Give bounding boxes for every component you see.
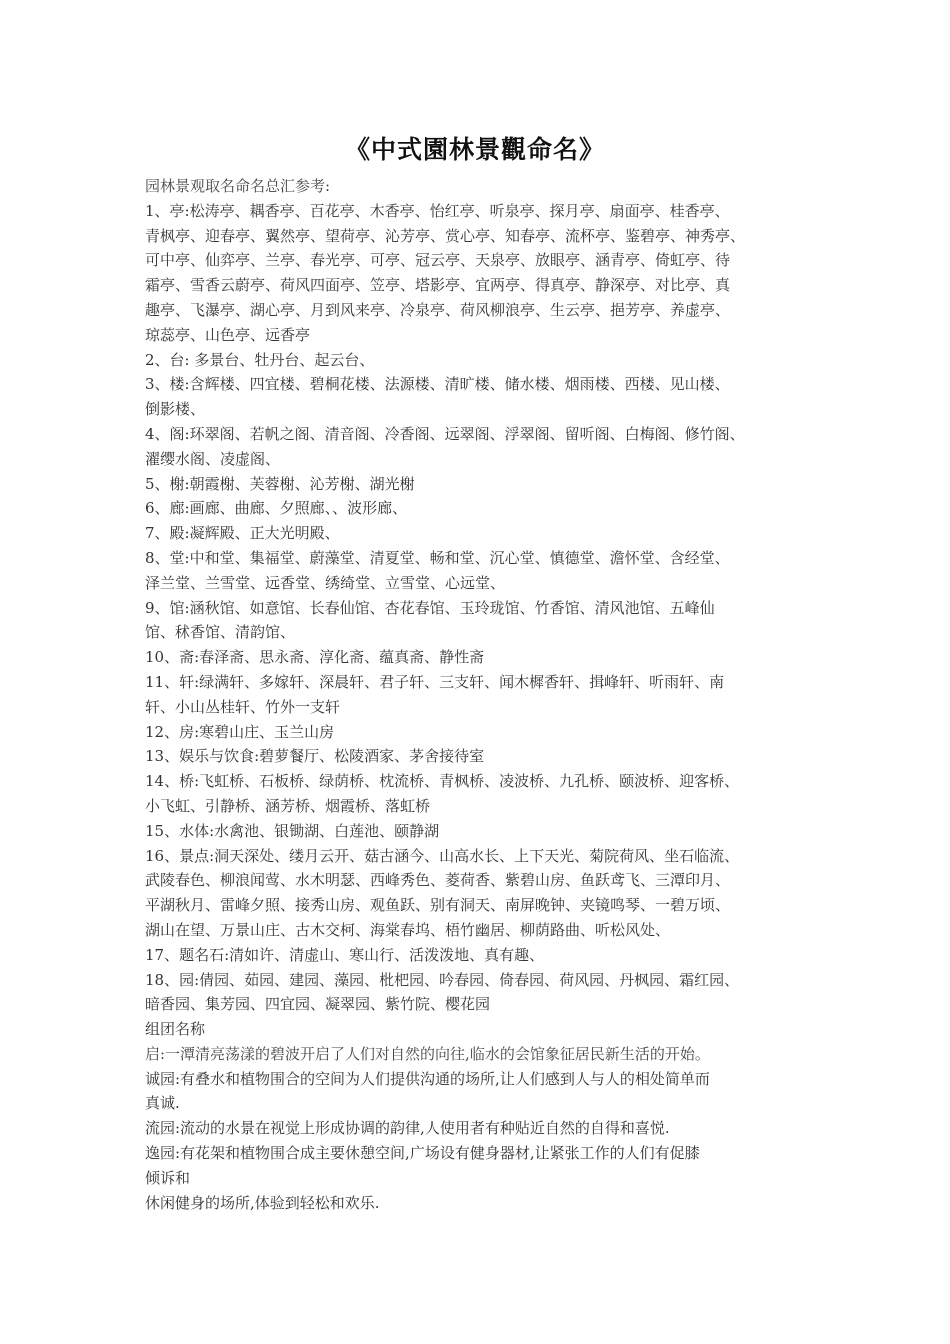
text-line: 小飞虹、引静桥、涵芳桥、烟霞桥、落虹桥 <box>145 796 431 815</box>
text-line: 暗香园、集芳园、四宜园、凝翠园、紫竹院、樱花园 <box>145 995 491 1014</box>
text-line: 16、景点:洞天深处、缕月云开、菇古涵今、山高水长、上下天光、菊院荷风、坐石临流、 <box>145 846 740 865</box>
text-line: 14、桥:飞虹桥、石板桥、绿荫桥、枕流桥、青枫桥、凌波桥、九孔桥、颐波桥、迎客桥、 <box>145 772 740 791</box>
text-line: 趣亭、飞瀑亭、湖心亭、月到风来亭、冷泉亭、荷风柳浪亭、生云亭、挹芳亭、养虚亭、 <box>145 300 731 319</box>
text-line: 8、堂:中和堂、集福堂、蔚藻堂、清夏堂、畅和堂、沉心堂、慎德堂、澹怀堂、含经堂、 <box>145 548 730 567</box>
text-line: 泽兰堂、兰雪堂、远香堂、绣绮堂、立雪堂、心远堂、 <box>145 573 506 592</box>
text-line: 1、亭:松涛亭、耦香亭、百花亭、木香亭、怡红亭、听泉亭、探月亭、扇面亭、桂香亭、 <box>145 201 730 220</box>
text-line: 18、园:倩园、茹园、建园、藻园、枇杷园、吟春园、倚春园、荷风园、丹枫园、霜红园、 <box>145 970 740 989</box>
text-line: 11、轩:绿满轩、多嫁轩、深晨轩、君子轩、三支轩、闻木樨香轩、揖峰轩、听雨轩、南 <box>145 672 725 691</box>
text-line: 倒影楼、 <box>145 400 206 419</box>
text-line: 休闲健身的场所,体验到轻松和欢乐. <box>145 1193 380 1212</box>
text-line: 可中亭、仙弈亭、兰亭、春光亭、可亭、冠云亭、天泉亭、放眼亭、涵青亭、倚虹亭、待 <box>145 251 731 270</box>
text-line: 13、娱乐与饮食:碧萝餐厅、松陵酒家、茅舍接待室 <box>145 747 485 766</box>
text-line: 轩、小山丛桂轩、竹外一支轩 <box>145 697 341 716</box>
document-title: 《中式園林景觀命名》 <box>344 135 605 164</box>
text-line: 7、殿:凝辉殿、正大光明殿、 <box>145 524 340 543</box>
text-line: 霜亭、雪香云蔚亭、荷风四面亭、笠亭、塔影亭、宜两亭、得真亭、静深亭、对比亭、真 <box>145 276 731 295</box>
text-line: 5、榭:朝霞榭、芙蓉榭、沁芳榭、湖光榭 <box>145 474 415 493</box>
text-line: 15、水体:水禽池、银锄湖、白莲池、颐静湖 <box>145 821 440 840</box>
text-line: 3、楼:含辉楼、四宜楼、碧桐花楼、法源楼、清旷楼、储水楼、烟雨楼、西楼、见山楼、 <box>145 375 730 394</box>
text-line: 9、馆:涵秋馆、如意馆、长春仙馆、杏花春馆、玉玲珑馆、竹香馆、清风池馆、五峰仙 <box>145 598 715 617</box>
text-line: 流园:流动的水景在视觉上形成协调的韵律,人使用者有种贴近自然的自得和喜悦. <box>145 1119 670 1138</box>
text-line: 青枫亭、迎春亭、翼然亭、望荷亭、沁芳亭、赏心亭、知春亭、流杯亭、鉴碧亭、神秀亭、 <box>145 226 746 245</box>
document-body <box>145 174 815 1240</box>
text-line: 逸园:有花架和植物围合成主要休憩空间,广场设有健身器材,让紧张工作的人们有促膝 <box>145 1144 700 1163</box>
text-line: 17、题名石:清如许、清虚山、寒山行、活泼泼地、真有趣、 <box>145 945 545 964</box>
text-line <box>145 1215 815 1240</box>
text-line: 倾诉和 <box>145 1168 191 1187</box>
text-line: 4、阁:环翠阁、若帆之阁、清音阁、冷香阁、远翠阁、浮翠阁、留听阁、白梅阁、修竹阁、 <box>145 424 745 443</box>
text-line: 2、台: 多景台、牡丹台、起云台、 <box>145 350 375 369</box>
text-line: 湖山在望、万景山庄、古木交柯、海棠春坞、梧竹幽居、柳荫路曲、听松风处、 <box>145 920 671 939</box>
text-line: 诚园:有叠水和植物围合的空间为人们提供沟通的场所,让人们感到人与人的相处简单而 <box>145 1069 710 1088</box>
text-line: 组团名称 <box>145 1020 206 1039</box>
text-line: 琼蕊亭、山色亭、远香亭 <box>145 325 311 344</box>
text-line: 馆、秫香馆、清韵馆、 <box>145 623 296 642</box>
text-line: 武陵春色、柳浪闻莺、水木明瑟、西峰秀色、菱荷香、紫碧山房、鱼跃鸢飞、三潭印月、 <box>145 871 731 890</box>
text-line: 6、廊:画廊、曲廊、夕照廊、、波形廊、 <box>145 499 408 518</box>
intro-line: 园林景观取名命名总汇参考: <box>145 177 331 195</box>
text-line: 真诚. <box>145 1094 180 1113</box>
text-line: 平湖秋月、雷峰夕照、接秀山房、观鱼跃、别有洞天、南屏晚钟、夹镜鸣琴、一碧万顷、 <box>145 896 731 915</box>
text-line: 10、斋:春泽斋、思永斋、淳化斋、蕴真斋、静性斋 <box>145 648 485 667</box>
text-line: 濯缨水阁、凌虚阁、 <box>145 449 281 468</box>
text-line: 12、房:寒碧山庄、玉兰山房 <box>145 722 335 741</box>
section-heading: 启:一潭清亮荡漾的碧波开启了人们对自然的向往,临水的会馆象征居民新生活的开始。 <box>145 1044 710 1063</box>
